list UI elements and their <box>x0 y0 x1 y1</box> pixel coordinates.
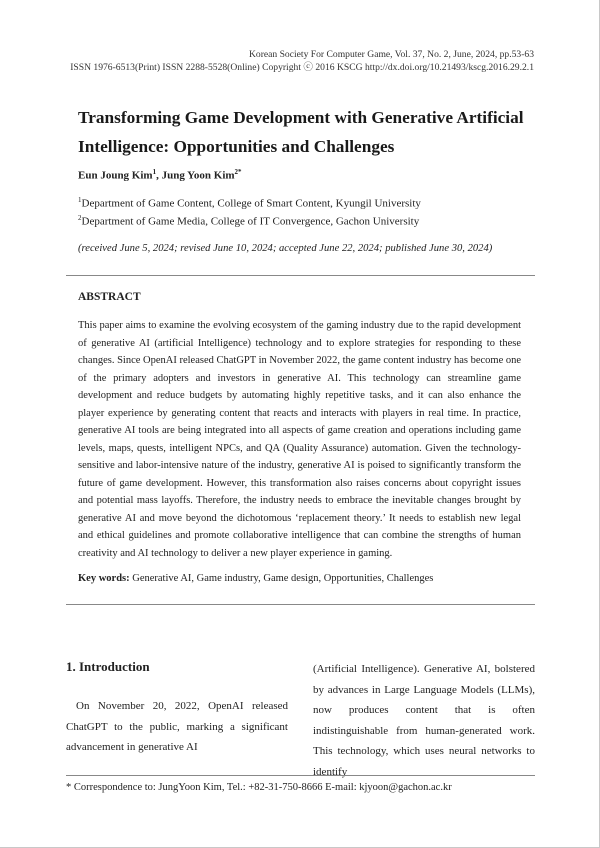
intro-left-column: On November 20, 2022, OpenAI released ChatGPT to the public, marking a significant advancement in generative AI <box>66 700 288 753</box>
paper-title: Transforming Game Development with Generative Artificial Intelligence: Opportunities and Challenges <box>78 108 524 156</box>
journal-header: Korean Society For Computer Game, Vol. 37, No. 2, June, 2024, pp.53-63 <box>248 49 534 60</box>
author-list <box>78 168 242 182</box>
correspondence-footnote: * Correspondence to: JungYoon Kim, Tel.: +82-31-750-8666 E-mail: kjyoon@gachon.ac.kr <box>66 782 452 793</box>
keywords <box>78 573 433 584</box>
abstract-body: This paper aims to examine the evolving ecosystem of the gaming industry due to the rapid development of generative AI (artificial Intelligence) technology and to explore strategies for responding to these changes. Since OpenAI released ChatGPT in November 2022, the game content industry has become one of the primary adopters and investors in generative AI. This technology can streamline game development and reduce budgets by automating highly repetitive tasks, and it can also enhance the player experience by generating content that reacts and interacts with players in real time. In practice, generative AI tools are being integrated into all aspects of game creation and operations including game levels, maps, quests, intelligent NPCs, and QA (Quality Assurance) automation. Given the technology-sensitive and labor-intensive nature of the industry, generative AI is poised to significantly transform the future of game development. However, this transformation also raises concerns about copyright issues and potential mass layoffs. Therefore, the industry needs to embrace the inevitable changes brought by generative AI and move beyond the dichotomous ‘replacement theory.’ It needs to establish new legal and ethical guidelines and promote collaborative intelligence that can combine the strengths of human creativity and AI technology to deliver a new player experience in gaming. <box>78 320 522 559</box>
author-affil-mark: 2* <box>234 168 242 176</box>
keywords-text: Generative AI, Game industry, Game design, Opportunities, Challenges <box>129 573 434 584</box>
section-heading: 1. Introduction <box>66 659 150 674</box>
affiliation <box>78 196 421 210</box>
author-affil-mark: 1 <box>152 168 157 176</box>
keywords-label: Key words: <box>78 573 130 584</box>
affil-mark: 2 <box>78 214 82 222</box>
affil-mark: 1 <box>78 196 82 204</box>
intro-right-column: (Artificial Intelligence). Generative AI, bolstered by advances in Large Language Models (LLMs), now produces content that is often indistinguishable from human-generated work. This technology, which uses neural networks to identify <box>313 663 535 778</box>
affil-text: Department of Game Content, College of Smart Content, Kyungil University <box>81 197 421 210</box>
issn-line: ISSN 1976-6513(Print) ISSN 2288-5528(Online) Copyright ⓒ 2016 KSCG http://dx.doi.org/10.21493/kscg.2016.29.2.1 <box>70 62 534 73</box>
footnote-divider <box>66 775 535 776</box>
author-name: Jung Yoon Kim <box>161 169 235 182</box>
divider <box>66 275 535 276</box>
affiliation <box>78 214 419 228</box>
author-name: Eun Joung Kim <box>78 169 153 182</box>
author-separator: , <box>156 169 162 182</box>
divider <box>66 604 535 605</box>
abstract-heading: ABSTRACT <box>78 291 141 303</box>
publication-dates: (received June 5, 2024; revised June 10, 2024; accepted June 22, 2024; published June 30, 2024) <box>78 243 493 254</box>
affil-text: Department of Game Media, College of IT Convergence, Gachon University <box>81 215 420 228</box>
